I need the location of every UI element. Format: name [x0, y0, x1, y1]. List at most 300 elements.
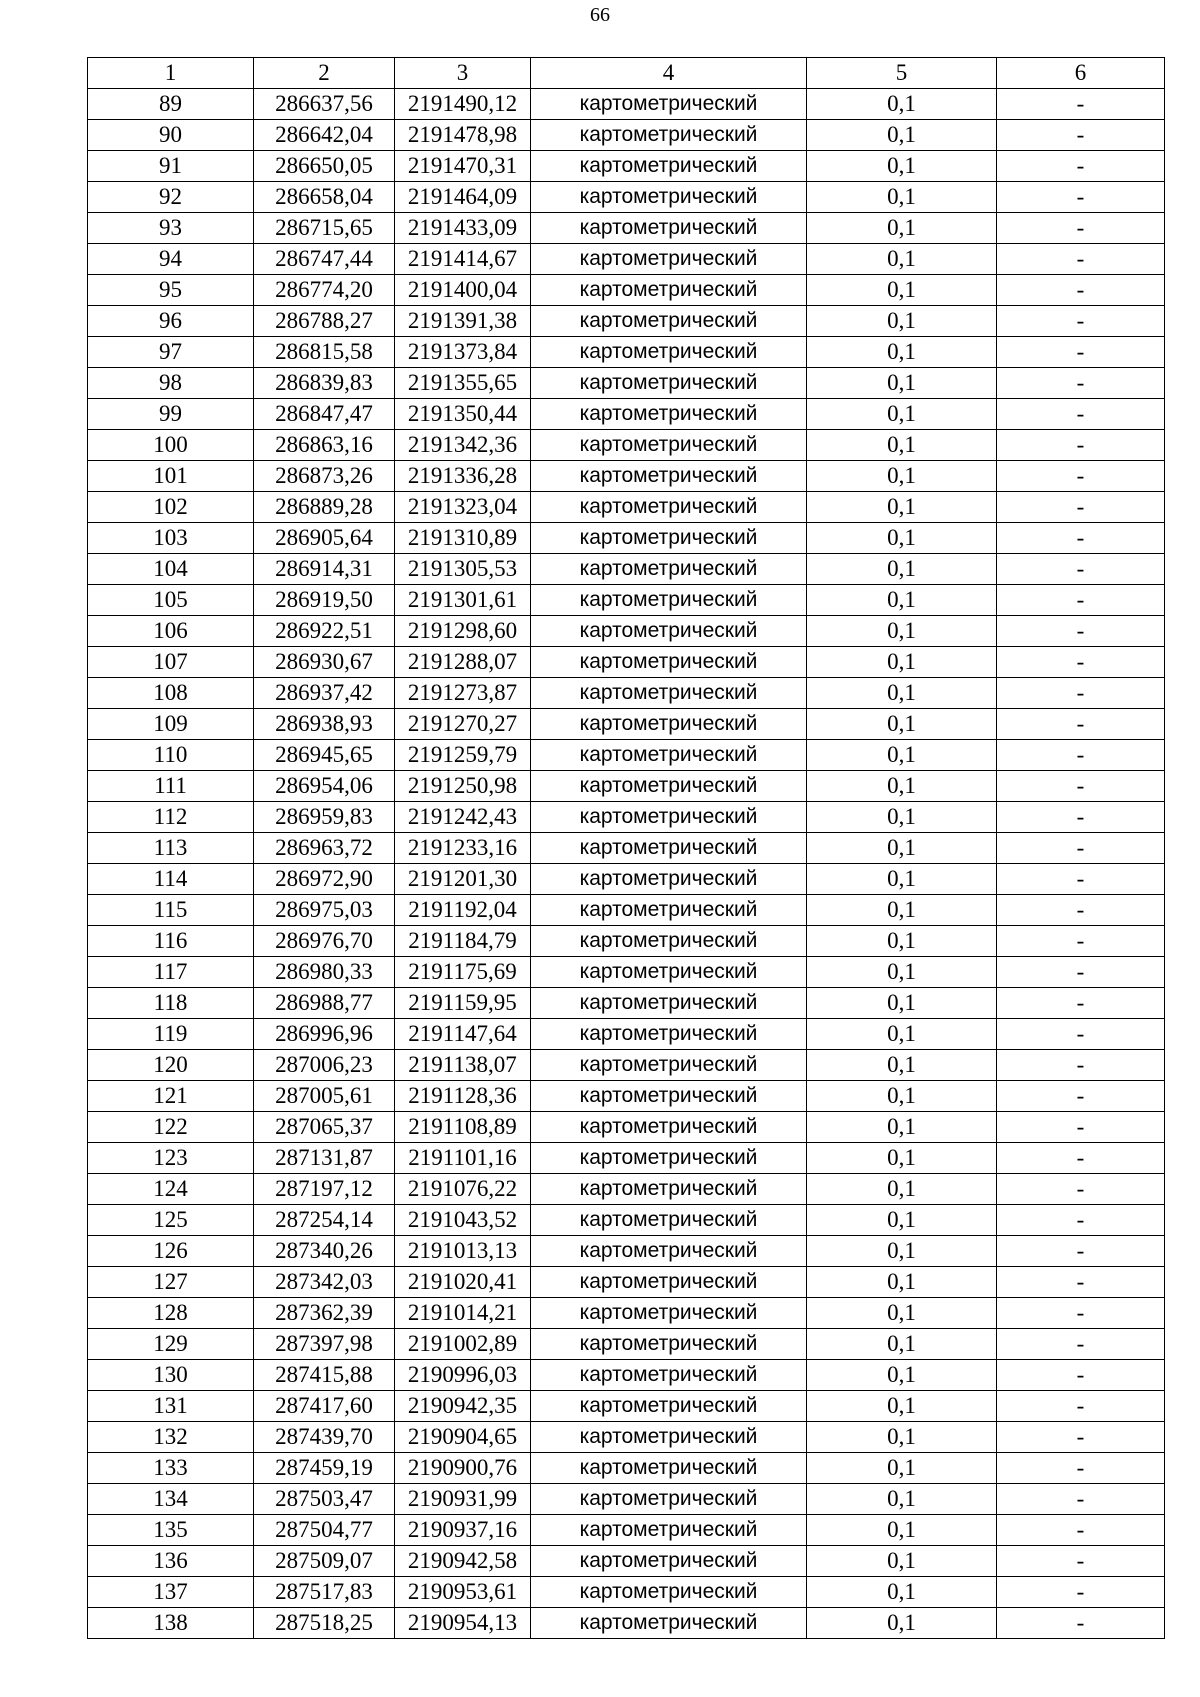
table-row	[88, 1174, 1165, 1205]
x-coordinate-cell: 286954,06	[254, 771, 395, 802]
y-coordinate-cell: 2191159,95	[395, 988, 531, 1019]
x-coordinate-cell: 286788,27	[254, 306, 395, 337]
y-coordinate-cell: 2191355,65	[395, 368, 531, 399]
table-row	[88, 895, 1165, 926]
point-number-cell: 134	[88, 1484, 254, 1515]
method-cell: картометрический	[531, 182, 807, 213]
y-coordinate-cell: 2191373,84	[395, 337, 531, 368]
table-row	[88, 1453, 1165, 1484]
accuracy-cell: 0,1	[807, 1484, 997, 1515]
point-number-cell: 93	[88, 213, 254, 244]
table-row	[88, 709, 1165, 740]
table-row	[88, 616, 1165, 647]
x-coordinate-cell: 286963,72	[254, 833, 395, 864]
y-coordinate-cell: 2191233,16	[395, 833, 531, 864]
note-cell: -	[997, 554, 1165, 585]
point-number-cell: 94	[88, 244, 254, 275]
method-cell: картометрический	[531, 678, 807, 709]
point-number-cell: 112	[88, 802, 254, 833]
y-coordinate-cell: 2191305,53	[395, 554, 531, 585]
note-cell: -	[997, 895, 1165, 926]
accuracy-cell: 0,1	[807, 275, 997, 306]
y-coordinate-cell: 2190904,65	[395, 1422, 531, 1453]
point-number-cell: 123	[88, 1143, 254, 1174]
x-coordinate-cell: 286650,05	[254, 151, 395, 182]
note-cell: -	[997, 368, 1165, 399]
method-cell: картометрический	[531, 554, 807, 585]
table-row	[88, 833, 1165, 864]
point-number-cell: 113	[88, 833, 254, 864]
table-row	[88, 244, 1165, 275]
method-cell: картометрический	[531, 120, 807, 151]
x-coordinate-cell: 286922,51	[254, 616, 395, 647]
method-cell: картометрический	[531, 1174, 807, 1205]
accuracy-cell: 0,1	[807, 1267, 997, 1298]
y-coordinate-cell: 2191043,52	[395, 1205, 531, 1236]
note-cell: -	[997, 306, 1165, 337]
point-number-cell: 118	[88, 988, 254, 1019]
table-row	[88, 1515, 1165, 1546]
method-cell: картометрический	[531, 864, 807, 895]
x-coordinate-cell: 286658,04	[254, 182, 395, 213]
method-cell: картометрический	[531, 430, 807, 461]
note-cell: -	[997, 1050, 1165, 1081]
y-coordinate-cell: 2190954,13	[395, 1608, 531, 1639]
y-coordinate-cell: 2190937,16	[395, 1515, 531, 1546]
method-cell: картометрический	[531, 89, 807, 120]
table-row	[88, 306, 1165, 337]
table-row	[88, 461, 1165, 492]
y-coordinate-cell: 2191076,22	[395, 1174, 531, 1205]
y-coordinate-cell: 2191323,04	[395, 492, 531, 523]
accuracy-cell: 0,1	[807, 1546, 997, 1577]
x-coordinate-cell: 286972,90	[254, 864, 395, 895]
accuracy-cell: 0,1	[807, 213, 997, 244]
y-coordinate-cell: 2190996,03	[395, 1360, 531, 1391]
y-coordinate-cell: 2191350,44	[395, 399, 531, 430]
y-coordinate-cell: 2191201,30	[395, 864, 531, 895]
x-coordinate-cell: 286945,65	[254, 740, 395, 771]
note-cell: -	[997, 182, 1165, 213]
note-cell: -	[997, 1081, 1165, 1112]
table-row	[88, 523, 1165, 554]
table-row	[88, 1608, 1165, 1639]
method-cell: картометрический	[531, 1112, 807, 1143]
point-number-cell: 128	[88, 1298, 254, 1329]
accuracy-cell: 0,1	[807, 1050, 997, 1081]
point-number-cell: 95	[88, 275, 254, 306]
point-number-cell: 92	[88, 182, 254, 213]
x-coordinate-cell: 287518,25	[254, 1608, 395, 1639]
x-coordinate-cell: 286715,65	[254, 213, 395, 244]
table-row	[88, 151, 1165, 182]
method-cell: картометрический	[531, 492, 807, 523]
accuracy-cell: 0,1	[807, 1608, 997, 1639]
note-cell: -	[997, 430, 1165, 461]
point-number-cell: 111	[88, 771, 254, 802]
note-cell: -	[997, 523, 1165, 554]
note-cell: -	[997, 1329, 1165, 1360]
method-cell: картометрический	[531, 1329, 807, 1360]
table-row	[88, 1546, 1165, 1577]
x-coordinate-cell: 286996,96	[254, 1019, 395, 1050]
note-cell: -	[997, 1577, 1165, 1608]
table-row	[88, 120, 1165, 151]
note-cell: -	[997, 1267, 1165, 1298]
coordinates-table	[87, 57, 1165, 1639]
accuracy-cell: 0,1	[807, 120, 997, 151]
x-coordinate-cell: 286873,26	[254, 461, 395, 492]
point-number-cell: 127	[88, 1267, 254, 1298]
accuracy-cell: 0,1	[807, 1143, 997, 1174]
accuracy-cell: 0,1	[807, 1360, 997, 1391]
accuracy-cell: 0,1	[807, 1081, 997, 1112]
note-cell: -	[997, 1422, 1165, 1453]
x-coordinate-cell: 286747,44	[254, 244, 395, 275]
method-cell: картометрический	[531, 1019, 807, 1050]
table-row	[88, 988, 1165, 1019]
table-row	[88, 430, 1165, 461]
note-cell: -	[997, 1236, 1165, 1267]
point-number-cell: 100	[88, 430, 254, 461]
table-row	[88, 1298, 1165, 1329]
x-coordinate-cell: 287415,88	[254, 1360, 395, 1391]
note-cell: -	[997, 1112, 1165, 1143]
note-cell: -	[997, 1360, 1165, 1391]
x-coordinate-cell: 286938,93	[254, 709, 395, 740]
accuracy-cell: 0,1	[807, 1515, 997, 1546]
point-number-cell: 121	[88, 1081, 254, 1112]
y-coordinate-cell: 2191259,79	[395, 740, 531, 771]
note-cell: -	[997, 120, 1165, 151]
x-coordinate-cell: 286976,70	[254, 926, 395, 957]
y-coordinate-cell: 2191020,41	[395, 1267, 531, 1298]
x-coordinate-cell: 287340,26	[254, 1236, 395, 1267]
y-coordinate-cell: 2190953,61	[395, 1577, 531, 1608]
point-number-cell: 129	[88, 1329, 254, 1360]
note-cell: -	[997, 988, 1165, 1019]
point-number-cell: 98	[88, 368, 254, 399]
y-coordinate-cell: 2191464,09	[395, 182, 531, 213]
y-coordinate-cell: 2191108,89	[395, 1112, 531, 1143]
y-coordinate-cell: 2191128,36	[395, 1081, 531, 1112]
note-cell: -	[997, 1546, 1165, 1577]
page-number: 66	[590, 4, 610, 26]
point-number-cell: 125	[88, 1205, 254, 1236]
table-row	[88, 1019, 1165, 1050]
y-coordinate-cell: 2191175,69	[395, 957, 531, 988]
accuracy-cell: 0,1	[807, 1112, 997, 1143]
method-cell: картометрический	[531, 1050, 807, 1081]
y-coordinate-cell: 2191301,61	[395, 585, 531, 616]
header-cell: 6	[997, 58, 1165, 89]
accuracy-cell: 0,1	[807, 1422, 997, 1453]
note-cell: -	[997, 1484, 1165, 1515]
point-number-cell: 114	[88, 864, 254, 895]
note-cell: -	[997, 1298, 1165, 1329]
y-coordinate-cell: 2191138,07	[395, 1050, 531, 1081]
table-row	[88, 1391, 1165, 1422]
table-row	[88, 585, 1165, 616]
x-coordinate-cell: 286980,33	[254, 957, 395, 988]
point-number-cell: 99	[88, 399, 254, 430]
method-cell: картометрический	[531, 151, 807, 182]
y-coordinate-cell: 2191298,60	[395, 616, 531, 647]
table-row	[88, 647, 1165, 678]
method-cell: картометрический	[531, 988, 807, 1019]
header-cell: 4	[531, 58, 807, 89]
x-coordinate-cell: 287005,61	[254, 1081, 395, 1112]
method-cell: картометрический	[531, 1546, 807, 1577]
table-row	[88, 1484, 1165, 1515]
y-coordinate-cell: 2191478,98	[395, 120, 531, 151]
table-row	[88, 1360, 1165, 1391]
table-row	[88, 182, 1165, 213]
accuracy-cell: 0,1	[807, 740, 997, 771]
y-coordinate-cell: 2191002,89	[395, 1329, 531, 1360]
table-row	[88, 1081, 1165, 1112]
point-number-cell: 105	[88, 585, 254, 616]
y-coordinate-cell: 2191147,64	[395, 1019, 531, 1050]
table-row	[88, 1236, 1165, 1267]
x-coordinate-cell: 286919,50	[254, 585, 395, 616]
note-cell: -	[997, 709, 1165, 740]
accuracy-cell: 0,1	[807, 306, 997, 337]
x-coordinate-cell: 286847,47	[254, 399, 395, 430]
note-cell: -	[997, 151, 1165, 182]
y-coordinate-cell: 2191013,13	[395, 1236, 531, 1267]
note-cell: -	[997, 244, 1165, 275]
y-coordinate-cell: 2190931,99	[395, 1484, 531, 1515]
point-number-cell: 130	[88, 1360, 254, 1391]
point-number-cell: 104	[88, 554, 254, 585]
note-cell: -	[997, 1205, 1165, 1236]
coordinates-table-body	[88, 58, 1165, 1639]
method-cell: картометрический	[531, 1298, 807, 1329]
header-cell: 1	[88, 58, 254, 89]
accuracy-cell: 0,1	[807, 89, 997, 120]
table-row	[88, 1267, 1165, 1298]
method-cell: картометрический	[531, 1267, 807, 1298]
note-cell: -	[997, 802, 1165, 833]
point-number-cell: 132	[88, 1422, 254, 1453]
x-coordinate-cell: 286774,20	[254, 275, 395, 306]
y-coordinate-cell: 2190942,58	[395, 1546, 531, 1577]
accuracy-cell: 0,1	[807, 1577, 997, 1608]
note-cell: -	[997, 1391, 1165, 1422]
method-cell: картометрический	[531, 399, 807, 430]
point-number-cell: 120	[88, 1050, 254, 1081]
x-coordinate-cell: 287254,14	[254, 1205, 395, 1236]
method-cell: картометрический	[531, 833, 807, 864]
table-row	[88, 275, 1165, 306]
accuracy-cell: 0,1	[807, 957, 997, 988]
note-cell: -	[997, 275, 1165, 306]
point-number-cell: 116	[88, 926, 254, 957]
method-cell: картометрический	[531, 244, 807, 275]
method-cell: картометрический	[531, 1360, 807, 1391]
accuracy-cell: 0,1	[807, 1329, 997, 1360]
table-row	[88, 1422, 1165, 1453]
x-coordinate-cell: 286815,58	[254, 337, 395, 368]
table-row	[88, 678, 1165, 709]
y-coordinate-cell: 2191470,31	[395, 151, 531, 182]
point-number-cell: 133	[88, 1453, 254, 1484]
accuracy-cell: 0,1	[807, 864, 997, 895]
x-coordinate-cell: 287197,12	[254, 1174, 395, 1205]
method-cell: картометрический	[531, 1391, 807, 1422]
x-coordinate-cell: 286930,67	[254, 647, 395, 678]
y-coordinate-cell: 2191414,67	[395, 244, 531, 275]
y-coordinate-cell: 2190942,35	[395, 1391, 531, 1422]
x-coordinate-cell: 286863,16	[254, 430, 395, 461]
accuracy-cell: 0,1	[807, 926, 997, 957]
accuracy-cell: 0,1	[807, 430, 997, 461]
note-cell: -	[997, 1515, 1165, 1546]
point-number-cell: 107	[88, 647, 254, 678]
method-cell: картометрический	[531, 1453, 807, 1484]
method-cell: картометрический	[531, 585, 807, 616]
table-row	[88, 554, 1165, 585]
point-number-cell: 96	[88, 306, 254, 337]
header-cell: 2	[254, 58, 395, 89]
note-cell: -	[997, 926, 1165, 957]
point-number-cell: 109	[88, 709, 254, 740]
accuracy-cell: 0,1	[807, 523, 997, 554]
y-coordinate-cell: 2190900,76	[395, 1453, 531, 1484]
accuracy-cell: 0,1	[807, 709, 997, 740]
table-row	[88, 1050, 1165, 1081]
x-coordinate-cell: 287417,60	[254, 1391, 395, 1422]
accuracy-cell: 0,1	[807, 368, 997, 399]
note-cell: -	[997, 89, 1165, 120]
table-row	[88, 802, 1165, 833]
point-number-cell: 110	[88, 740, 254, 771]
accuracy-cell: 0,1	[807, 1453, 997, 1484]
method-cell: картометрический	[531, 1577, 807, 1608]
table-row	[88, 1329, 1165, 1360]
table-row	[88, 957, 1165, 988]
note-cell: -	[997, 1174, 1165, 1205]
note-cell: -	[997, 1453, 1165, 1484]
point-number-cell: 119	[88, 1019, 254, 1050]
y-coordinate-cell: 2191391,38	[395, 306, 531, 337]
x-coordinate-cell: 286988,77	[254, 988, 395, 1019]
point-number-cell: 103	[88, 523, 254, 554]
note-cell: -	[997, 585, 1165, 616]
method-cell: картометрический	[531, 275, 807, 306]
x-coordinate-cell: 286937,42	[254, 678, 395, 709]
accuracy-cell: 0,1	[807, 585, 997, 616]
point-number-cell: 117	[88, 957, 254, 988]
method-cell: картометрический	[531, 1608, 807, 1639]
y-coordinate-cell: 2191288,07	[395, 647, 531, 678]
x-coordinate-cell: 287504,77	[254, 1515, 395, 1546]
point-number-cell: 124	[88, 1174, 254, 1205]
table-row	[88, 89, 1165, 120]
point-number-cell: 137	[88, 1577, 254, 1608]
accuracy-cell: 0,1	[807, 399, 997, 430]
note-cell: -	[997, 492, 1165, 523]
point-number-cell: 135	[88, 1515, 254, 1546]
table-row	[88, 926, 1165, 957]
note-cell: -	[997, 771, 1165, 802]
x-coordinate-cell: 287517,83	[254, 1577, 395, 1608]
table-row	[88, 1205, 1165, 1236]
table-row	[88, 864, 1165, 895]
x-coordinate-cell: 286839,83	[254, 368, 395, 399]
x-coordinate-cell: 287065,37	[254, 1112, 395, 1143]
x-coordinate-cell: 287131,87	[254, 1143, 395, 1174]
method-cell: картометрический	[531, 957, 807, 988]
y-coordinate-cell: 2191250,98	[395, 771, 531, 802]
accuracy-cell: 0,1	[807, 492, 997, 523]
point-number-cell: 131	[88, 1391, 254, 1422]
x-coordinate-cell: 287459,19	[254, 1453, 395, 1484]
accuracy-cell: 0,1	[807, 1205, 997, 1236]
accuracy-cell: 0,1	[807, 1019, 997, 1050]
y-coordinate-cell: 2191433,09	[395, 213, 531, 244]
method-cell: картометрический	[531, 523, 807, 554]
x-coordinate-cell: 286889,28	[254, 492, 395, 523]
accuracy-cell: 0,1	[807, 895, 997, 926]
point-number-cell: 115	[88, 895, 254, 926]
x-coordinate-cell: 287439,70	[254, 1422, 395, 1453]
table-row	[88, 1112, 1165, 1143]
table-row	[88, 337, 1165, 368]
method-cell: картометрический	[531, 1484, 807, 1515]
y-coordinate-cell: 2191270,27	[395, 709, 531, 740]
point-number-cell: 102	[88, 492, 254, 523]
accuracy-cell: 0,1	[807, 833, 997, 864]
table-row	[88, 399, 1165, 430]
table-row	[88, 1577, 1165, 1608]
point-number-cell: 138	[88, 1608, 254, 1639]
accuracy-cell: 0,1	[807, 1298, 997, 1329]
x-coordinate-cell: 286959,83	[254, 802, 395, 833]
x-coordinate-cell: 287397,98	[254, 1329, 395, 1360]
y-coordinate-cell: 2191342,36	[395, 430, 531, 461]
method-cell: картометрический	[531, 926, 807, 957]
method-cell: картометрический	[531, 1143, 807, 1174]
point-number-cell: 101	[88, 461, 254, 492]
accuracy-cell: 0,1	[807, 647, 997, 678]
method-cell: картометрический	[531, 1081, 807, 1112]
table-row	[88, 740, 1165, 771]
method-cell: картометрический	[531, 709, 807, 740]
method-cell: картометрический	[531, 1422, 807, 1453]
point-number-cell: 97	[88, 337, 254, 368]
note-cell: -	[997, 1608, 1165, 1639]
table-row	[88, 213, 1165, 244]
note-cell: -	[997, 213, 1165, 244]
x-coordinate-cell: 287509,07	[254, 1546, 395, 1577]
header-cell: 3	[395, 58, 531, 89]
y-coordinate-cell: 2191242,43	[395, 802, 531, 833]
point-number-cell: 91	[88, 151, 254, 182]
accuracy-cell: 0,1	[807, 244, 997, 275]
method-cell: картометрический	[531, 1236, 807, 1267]
note-cell: -	[997, 1143, 1165, 1174]
note-cell: -	[997, 740, 1165, 771]
y-coordinate-cell: 2191400,04	[395, 275, 531, 306]
method-cell: картометрический	[531, 740, 807, 771]
point-number-cell: 89	[88, 89, 254, 120]
y-coordinate-cell: 2191310,89	[395, 523, 531, 554]
accuracy-cell: 0,1	[807, 1236, 997, 1267]
accuracy-cell: 0,1	[807, 151, 997, 182]
accuracy-cell: 0,1	[807, 554, 997, 585]
